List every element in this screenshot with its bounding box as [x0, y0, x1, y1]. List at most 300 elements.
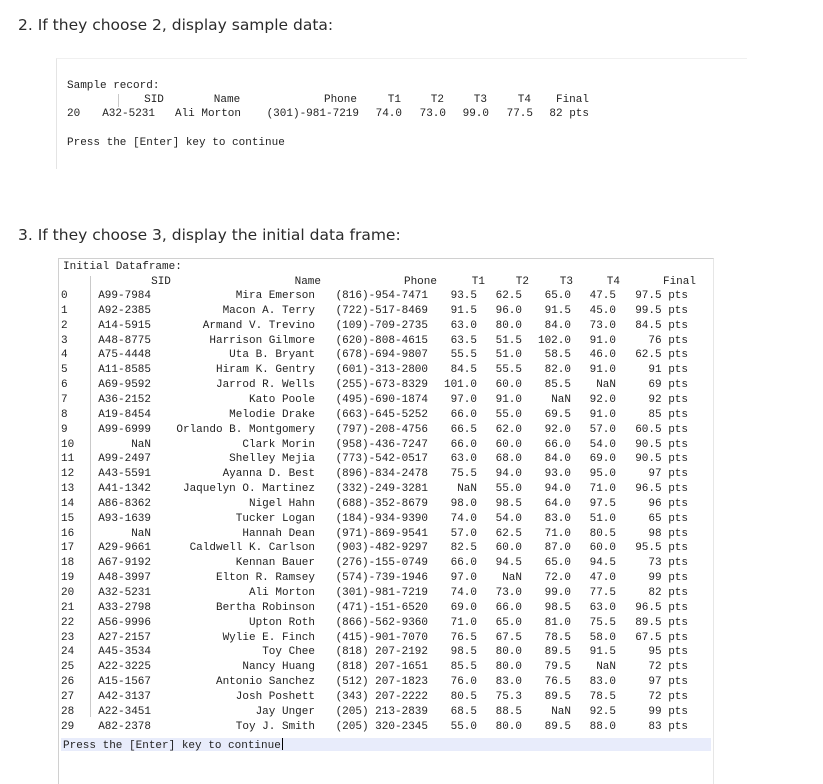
table-cell: 80.0 [495, 320, 522, 332]
table-cell: (276)-155-0749 [335, 557, 428, 569]
table-cell: 88.5 [495, 706, 522, 718]
table-cell: 14 [61, 498, 75, 510]
table-cell: 83 pts [648, 721, 688, 733]
table-cell: 69.5 [544, 409, 571, 421]
table-cell: 76.0 [450, 676, 477, 688]
table-cell: 55.5 [495, 364, 522, 376]
table-cell: Mira Emerson [235, 290, 315, 302]
table-cell: 73.0 [589, 320, 616, 332]
table-cell: 60.0 [589, 542, 616, 554]
table-cell: (971)-869-9541 [335, 528, 428, 540]
table-cell: A27-2157 [98, 632, 151, 644]
table-cell: 85.5 [544, 379, 571, 391]
column-header-t1: T1 [387, 94, 401, 106]
table-cell: (816)-954-7471 [335, 290, 428, 302]
table-cell: 27 [61, 691, 75, 703]
table-cell: NaN [131, 528, 151, 540]
table-cell: Melodie Drake [229, 409, 315, 421]
table-cell: 96.0 [495, 305, 522, 317]
column-header-final: Final [662, 276, 696, 288]
table-cell: 69.0 [589, 453, 616, 465]
table-cell: (495)-690-1874 [335, 394, 428, 406]
table-cell: 99 pts [648, 706, 688, 718]
sample-cell: 74.0 [375, 108, 402, 120]
table-cell: 19 [61, 572, 75, 584]
table-cell: Macon A. Terry [222, 305, 315, 317]
table-cell: 84.5 pts [635, 320, 688, 332]
table-cell: 75.5 [450, 468, 477, 480]
table-cell: 72 pts [648, 661, 688, 673]
table-cell: (601)-313-2800 [335, 364, 428, 376]
column-header-name: Name [294, 276, 321, 288]
table-cell: 84.0 [544, 320, 571, 332]
table-cell: Antonio Sanchez [215, 676, 315, 688]
table-cell: 8 [61, 409, 68, 421]
table-cell: A45-3534 [98, 646, 151, 658]
table-cell: 58.0 [589, 632, 616, 644]
table-cell: 97 pts [648, 468, 688, 480]
table-cell: 80.0 [495, 646, 522, 658]
table-cell: 97.5 [589, 498, 616, 510]
active-input-line[interactable] [61, 738, 711, 751]
table-cell: Upton Roth [248, 617, 315, 629]
dataframe-continue-prompt: Press the [Enter] key to continue [63, 740, 281, 752]
table-cell: 25 [61, 661, 75, 673]
table-cell: A92-2385 [98, 305, 151, 317]
sample-cell: 99.0 [462, 108, 489, 120]
table-cell: A99-2497 [98, 453, 151, 465]
table-cell: (574)-739-1946 [335, 572, 428, 584]
table-cell: 62.5 pts [635, 349, 688, 361]
table-cell: 90.5 pts [635, 439, 688, 451]
table-cell: 91.5 [450, 305, 477, 317]
sample-continue-prompt: Press the [Enter] key to continue [67, 137, 285, 149]
table-cell: 99 pts [648, 572, 688, 584]
table-cell: 91.0 [589, 335, 616, 347]
table-cell: 76.5 [450, 632, 477, 644]
table-cell: (818) 207-2192 [335, 646, 428, 658]
table-cell: 60.0 [495, 379, 522, 391]
table-cell: 84.5 [450, 364, 477, 376]
table-cell: Ayanna D. Best [222, 468, 315, 480]
table-cell: 89.5 pts [635, 617, 688, 629]
table-cell: Kato Poole [248, 394, 315, 406]
column-header-t1: T1 [471, 276, 485, 288]
table-cell: 93.5 [450, 290, 477, 302]
table-cell: A48-8775 [98, 335, 151, 347]
table-cell: 82.0 [544, 364, 571, 376]
table-cell: 66.0 [495, 602, 522, 614]
table-cell: 82 pts [648, 587, 688, 599]
table-cell: 90.5 pts [635, 453, 688, 465]
table-cell: 99.5 pts [635, 305, 688, 317]
table-cell: 57.0 [450, 528, 477, 540]
table-cell: Josh Poshett [235, 691, 315, 703]
table-cell: Bertha Robinson [215, 602, 315, 614]
table-cell: 9 [61, 424, 68, 436]
table-cell: 89.5 [544, 646, 571, 658]
table-cell: 83.0 [589, 676, 616, 688]
table-cell: 78.5 [544, 632, 571, 644]
table-cell: 71.0 [544, 528, 571, 540]
table-cell: 65.0 [544, 290, 571, 302]
table-cell: A19-8454 [98, 409, 151, 421]
table-cell: (722)-517-8469 [335, 305, 428, 317]
table-cell: 73.0 [495, 587, 522, 599]
table-cell: (903)-482-9297 [335, 542, 428, 554]
table-cell: (866)-562-9360 [335, 617, 428, 629]
table-cell: 72.0 [544, 572, 571, 584]
table-cell: Harrison Gilmore [209, 335, 315, 347]
table-cell: NaN [457, 483, 477, 495]
column-header-phone: Phone [323, 94, 357, 106]
column-header-name: Name [213, 94, 241, 106]
table-cell: 95.5 pts [635, 542, 688, 554]
sample-cell: (301)-981-7219 [266, 108, 359, 120]
table-cell: 94.0 [495, 468, 522, 480]
table-cell: 51.0 [495, 349, 522, 361]
table-cell: 66.0 [450, 439, 477, 451]
table-cell: A33-2798 [98, 602, 151, 614]
table-cell: 67.5 [495, 632, 522, 644]
table-cell: 20 [61, 587, 75, 599]
table-cell: Hannah Dean [242, 528, 315, 540]
table-cell: 18 [61, 557, 75, 569]
table-cell: 55.5 [450, 349, 477, 361]
table-cell: 69 pts [648, 379, 688, 391]
table-cell: 71.0 [589, 483, 616, 495]
table-cell: 89.5 [544, 721, 571, 733]
table-cell: 85 pts [648, 409, 688, 421]
table-cell: Nancy Huang [242, 661, 315, 673]
table-cell: A42-3137 [98, 691, 151, 703]
table-cell: 80.5 [589, 528, 616, 540]
table-cell: A29-9661 [98, 542, 151, 554]
table-cell: 97.0 [450, 394, 477, 406]
table-cell: (896)-834-2478 [335, 468, 428, 480]
table-cell: (678)-694-9807 [335, 349, 428, 361]
table-cell: 98.0 [450, 498, 477, 510]
table-cell: 98.5 [495, 498, 522, 510]
column-header-final: Final [555, 94, 589, 106]
table-cell: NaN [502, 572, 522, 584]
table-cell: A41-1342 [98, 483, 151, 495]
table-cell: 65.0 [495, 617, 522, 629]
table-cell: 62.5 [495, 528, 522, 540]
table-cell: Clark Morin [242, 439, 315, 451]
table-cell: 97.0 [450, 572, 477, 584]
table-cell: 67.5 pts [635, 632, 688, 644]
table-cell: 4 [61, 349, 68, 361]
table-cell: 63.0 [589, 602, 616, 614]
table-cell: 91.0 [495, 394, 522, 406]
table-cell: Uta B. Bryant [229, 349, 315, 361]
column-header-phone: Phone [403, 276, 437, 288]
table-cell: 51.0 [589, 513, 616, 525]
table-cell: Armand V. Trevino [202, 320, 315, 332]
table-cell: (620)-808-4615 [335, 335, 428, 347]
table-cell: 7 [61, 394, 68, 406]
table-cell: 96.5 pts [635, 483, 688, 495]
table-cell: 66.0 [450, 557, 477, 569]
table-cell: 6 [61, 379, 68, 391]
table-cell: 47.5 [589, 290, 616, 302]
table-cell: 88.0 [589, 721, 616, 733]
table-cell: NaN [551, 706, 571, 718]
table-cell: 69.0 [450, 602, 477, 614]
table-cell: 91.5 [589, 646, 616, 658]
table-cell: (301)-981-7219 [335, 587, 428, 599]
table-cell: 76 pts [648, 335, 688, 347]
table-cell: 58.5 [544, 349, 571, 361]
table-cell: NaN [596, 661, 616, 673]
dataframe-label: Initial Dataframe: [63, 261, 182, 273]
table-cell: 99.0 [544, 587, 571, 599]
table-cell: 78.5 [589, 691, 616, 703]
table-cell: NaN [551, 394, 571, 406]
table-cell: 0 [61, 290, 68, 302]
table-cell: 66.0 [450, 409, 477, 421]
table-cell: (205) 320-2345 [335, 721, 428, 733]
table-cell: 23 [61, 632, 75, 644]
table-cell: 12 [61, 468, 75, 480]
table-cell: 98.5 [450, 646, 477, 658]
table-cell: 76.5 [544, 676, 571, 688]
table-cell: A67-9192 [98, 557, 151, 569]
table-cell: 75.3 [495, 691, 522, 703]
table-cell: 73 pts [648, 557, 688, 569]
table-cell: 85.5 [450, 661, 477, 673]
table-cell: A48-3997 [98, 572, 151, 584]
table-cell: 11 [61, 453, 75, 465]
table-cell: 26 [61, 676, 75, 688]
sample-cell: 20 [67, 108, 81, 120]
table-cell: 65 pts [648, 513, 688, 525]
table-cell: 92 pts [648, 394, 688, 406]
table-cell: 75.5 [589, 617, 616, 629]
table-cell: 92.0 [589, 394, 616, 406]
table-cell: Jay Unger [255, 706, 315, 718]
table-cell: 91 pts [648, 364, 688, 376]
table-cell: 66.0 [544, 439, 571, 451]
table-cell: 51.5 [495, 335, 522, 347]
table-cell: 57.0 [589, 424, 616, 436]
table-cell: 28 [61, 706, 75, 718]
table-cell: (205) 213-2839 [335, 706, 428, 718]
sample-cell: A32-5231 [102, 108, 155, 120]
table-cell: 97.5 pts [635, 290, 688, 302]
table-cell: 82.5 [450, 542, 477, 554]
table-cell: 21 [61, 602, 75, 614]
table-cell: A69-9592 [98, 379, 151, 391]
table-cell: (512) 207-1823 [335, 676, 428, 688]
sample-cell: Ali Morton [174, 108, 241, 120]
table-cell: A32-5231 [98, 587, 151, 599]
table-cell: 83.0 [495, 676, 522, 688]
table-cell: 68.0 [495, 453, 522, 465]
table-cell: 72 pts [648, 691, 688, 703]
table-cell: 29 [61, 721, 75, 733]
table-cell: 54.0 [495, 513, 522, 525]
table-cell: 1 [61, 305, 68, 317]
table-cell: 24 [61, 646, 75, 658]
table-cell: 60.0 [495, 542, 522, 554]
table-cell: 3 [61, 335, 68, 347]
table-cell: 101.0 [443, 379, 477, 391]
table-cell: (797)-208-4756 [335, 424, 428, 436]
table-cell: 74.0 [450, 587, 477, 599]
table-cell: (958)-436-7247 [335, 439, 428, 451]
sample-record-label: Sample record: [67, 80, 160, 92]
table-cell: Wylie E. Finch [222, 632, 315, 644]
table-cell: A22-3451 [98, 706, 151, 718]
table-cell: 77.5 [589, 587, 616, 599]
table-cell: Tucker Logan [235, 513, 315, 525]
table-cell: 63.0 [450, 453, 477, 465]
table-cell: (773)-542-0517 [335, 453, 428, 465]
table-cell: 62.0 [495, 424, 522, 436]
table-cell: NaN [131, 439, 151, 451]
table-cell: 46.0 [589, 349, 616, 361]
table-cell: (415)-901-7070 [335, 632, 428, 644]
table-cell: A11-8585 [98, 364, 151, 376]
table-cell: 45.0 [589, 305, 616, 317]
table-cell: Jarrod R. Wells [215, 379, 315, 391]
table-cell: 98.5 [544, 602, 571, 614]
table-cell: 64.0 [544, 498, 571, 510]
table-cell: 83.0 [544, 513, 571, 525]
table-cell: 63.0 [450, 320, 477, 332]
table-cell: 96.5 pts [635, 602, 688, 614]
table-cell: 68.5 [450, 706, 477, 718]
table-cell: A56-9996 [98, 617, 151, 629]
table-cell: Hiram K. Gentry [215, 364, 315, 376]
table-cell: 80.0 [495, 661, 522, 673]
table-cell: A93-1639 [98, 513, 151, 525]
table-cell: A82-2378 [98, 721, 151, 733]
table-cell: (818) 207-1651 [335, 661, 428, 673]
table-cell: 84.0 [544, 453, 571, 465]
table-cell: 79.5 [544, 661, 571, 673]
column-header-t3: T3 [559, 276, 573, 288]
table-cell: Shelley Mejia [229, 453, 315, 465]
table-cell: Caldwell K. Carlson [189, 542, 315, 554]
table-cell: 94.5 [589, 557, 616, 569]
table-cell: 81.0 [544, 617, 571, 629]
table-cell: 60.5 pts [635, 424, 688, 436]
table-cell: 91.5 [544, 305, 571, 317]
table-cell: 13 [61, 483, 75, 495]
table-cell: 98 pts [648, 528, 688, 540]
table-cell: Elton R. Ramsey [215, 572, 315, 584]
table-cell: (332)-249-3281 [335, 483, 428, 495]
table-cell: 102.0 [537, 335, 571, 347]
table-cell: 91.0 [589, 364, 616, 376]
dataframe-output-panel [58, 258, 714, 784]
table-cell: 71.0 [450, 617, 477, 629]
column-header-t2: T2 [515, 276, 529, 288]
index-divider [118, 94, 119, 107]
table-cell: (688)-352-8679 [335, 498, 428, 510]
table-cell: 89.5 [544, 691, 571, 703]
table-cell: (184)-934-9390 [335, 513, 428, 525]
table-cell: (255)-673-8329 [335, 379, 428, 391]
table-cell: Ali Morton [248, 587, 315, 599]
table-cell: 60.0 [495, 439, 522, 451]
table-cell: 96 pts [648, 498, 688, 510]
table-cell: 74.0 [450, 513, 477, 525]
table-cell: 54.0 [589, 439, 616, 451]
table-cell: 87.0 [544, 542, 571, 554]
sample-cell: 77.5 [506, 108, 533, 120]
table-cell: 55.0 [450, 721, 477, 733]
table-cell: 94.5 [495, 557, 522, 569]
table-cell: Jaquelyn O. Martinez [182, 483, 315, 495]
table-cell: Nigel Hahn [248, 498, 315, 510]
table-cell: 55.0 [495, 409, 522, 421]
table-cell: 10 [61, 439, 75, 451]
table-cell: 95.0 [589, 468, 616, 480]
table-cell: 17 [61, 542, 75, 554]
column-header-t4: T4 [517, 94, 531, 106]
table-cell: Toy Chee [262, 646, 315, 658]
table-cell: 66.5 [450, 424, 477, 436]
table-cell: (343) 207-2222 [335, 691, 428, 703]
sample-output-panel [56, 58, 747, 169]
table-cell: 47.0 [589, 572, 616, 584]
table-cell: 16 [61, 528, 75, 540]
table-cell: A43-5591 [98, 468, 151, 480]
table-cell: 95 pts [648, 646, 688, 658]
column-header-t4: T4 [606, 276, 620, 288]
table-cell: A99-6999 [98, 424, 151, 436]
column-header-sid: SID [151, 276, 171, 288]
column-header-t3: T3 [473, 94, 487, 106]
table-cell: 91.0 [589, 409, 616, 421]
table-cell: 93.0 [544, 468, 571, 480]
table-cell: 92.0 [544, 424, 571, 436]
sample-cell: 73.0 [419, 108, 446, 120]
text-cursor [282, 738, 283, 750]
table-cell: 80.5 [450, 691, 477, 703]
table-cell: 62.5 [495, 290, 522, 302]
step2-heading: 2. If they choose 2, display sample data: [18, 16, 334, 34]
table-cell: A36-2152 [98, 394, 151, 406]
table-cell: 22 [61, 617, 75, 629]
table-cell: A75-4448 [98, 349, 151, 361]
table-cell: 5 [61, 364, 68, 376]
sample-cell: 82 pts [549, 108, 589, 120]
table-cell: 63.5 [450, 335, 477, 347]
table-cell: Orlando B. Montgomery [176, 424, 315, 436]
table-cell: 15 [61, 513, 75, 525]
table-cell: 65.0 [544, 557, 571, 569]
column-header-t2: T2 [430, 94, 444, 106]
table-cell: (109)-709-2735 [335, 320, 428, 332]
column-header-sid: SID [144, 94, 164, 106]
table-cell: NaN [596, 379, 616, 391]
table-cell: 55.0 [495, 483, 522, 495]
table-cell: (471)-151-6520 [335, 602, 428, 614]
table-cell: A99-7984 [98, 290, 151, 302]
table-cell: Kennan Bauer [235, 557, 315, 569]
table-cell: A86-8362 [98, 498, 151, 510]
table-cell: 94.0 [544, 483, 571, 495]
table-cell: A14-5915 [98, 320, 151, 332]
table-cell: Toy J. Smith [235, 721, 315, 733]
table-cell: 2 [61, 320, 68, 332]
step3-heading: 3. If they choose 3, display the initial data frame: [18, 226, 401, 244]
